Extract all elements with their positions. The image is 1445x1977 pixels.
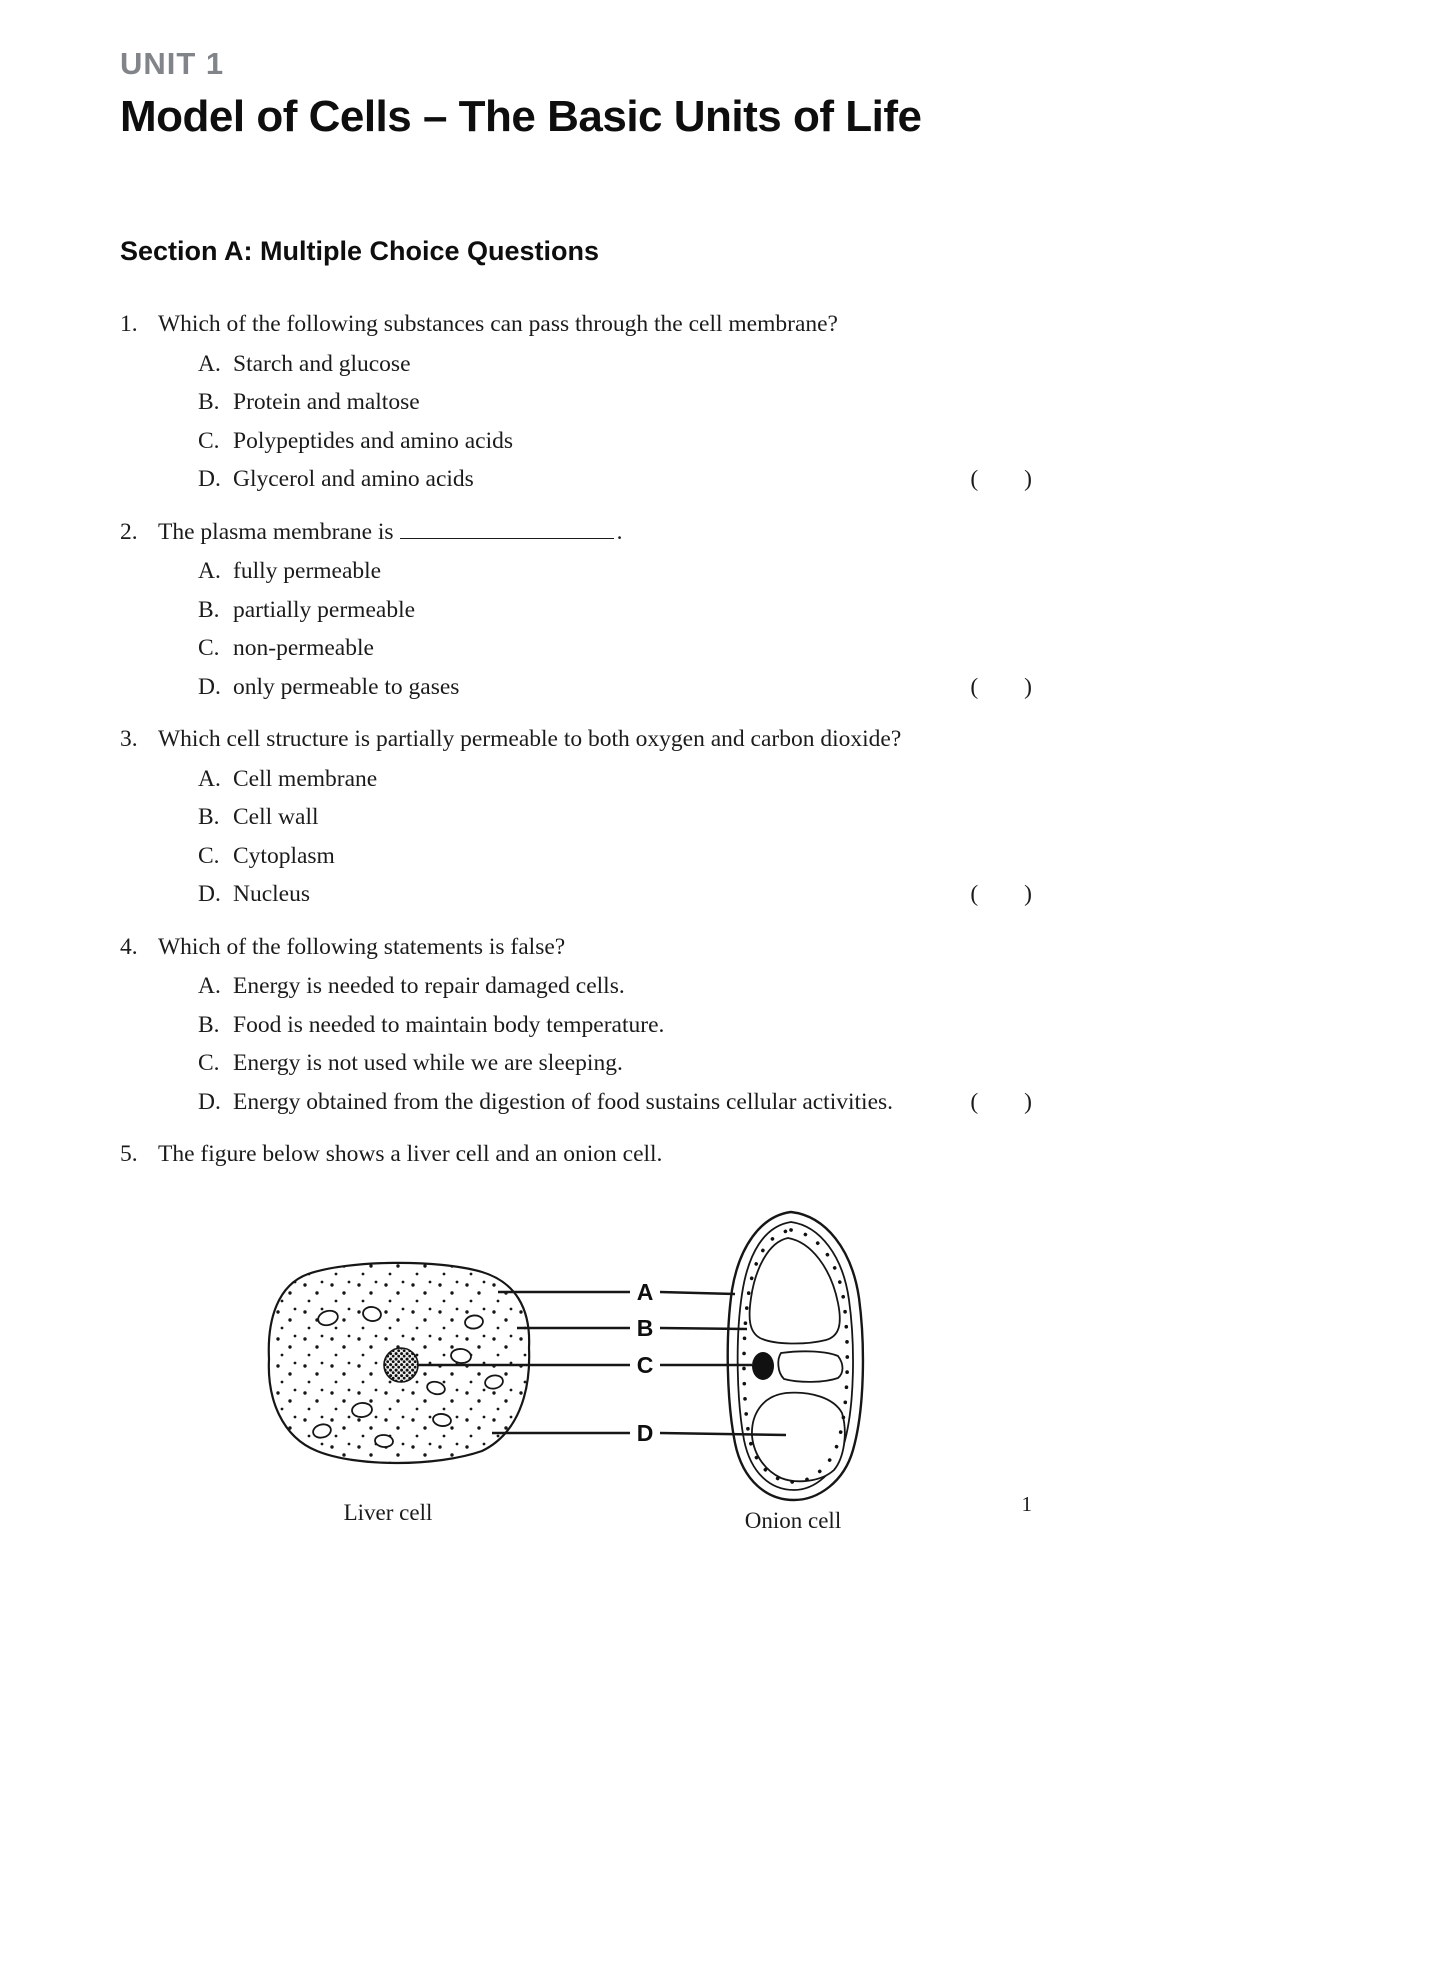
option-text: Polypeptides and amino acids <box>233 427 513 454</box>
option-text: Energy is not used while we are sleeping. <box>233 1050 623 1076</box>
question-4 <box>120 928 1032 1122</box>
option-letter: B. <box>198 804 220 830</box>
answer-slot[interactable]: ( ) <box>970 881 1032 907</box>
options <box>158 760 1032 914</box>
label-line-b-right <box>660 1328 747 1329</box>
page-content <box>120 46 1032 1544</box>
onion-nucleus <box>752 1352 774 1380</box>
option-b <box>158 1006 1032 1045</box>
options <box>158 552 1032 706</box>
option-letter: C. <box>198 635 220 661</box>
onion-cell-caption: Onion cell <box>744 1507 842 1533</box>
option-b <box>158 383 1032 422</box>
option-letter: C. <box>198 842 220 869</box>
question-text: Which cell structure is partially permeable to both oxygen and carbon dioxide? <box>158 726 902 752</box>
option-text: fully permeable <box>233 558 382 584</box>
answer-slot[interactable]: ( ) <box>970 673 1032 700</box>
option-a <box>158 967 1032 1006</box>
option-letter: D. <box>198 466 221 492</box>
option-c <box>158 629 1032 668</box>
question-5 <box>120 1135 1032 1174</box>
option-text: Protein and maltose <box>233 389 420 415</box>
option-c <box>158 1044 1032 1083</box>
options <box>158 345 1032 499</box>
option-text: Cell wall <box>233 804 319 830</box>
option-text: Food is needed to maintain body temperature. <box>233 1011 665 1038</box>
label-line-a-right <box>660 1292 735 1294</box>
answer-slot[interactable]: ( ) <box>970 466 1032 492</box>
option-b <box>158 591 1032 630</box>
option-d <box>158 668 1032 707</box>
option-letter: C. <box>198 1050 220 1076</box>
question-number: 2. <box>120 518 138 545</box>
option-letter: D. <box>198 881 221 907</box>
option-letter: B. <box>198 389 220 415</box>
figure-label-d: D <box>636 1419 654 1446</box>
option-text: only permeable to gases <box>233 673 460 700</box>
option-d <box>158 460 1032 499</box>
question-2 <box>120 513 1032 707</box>
option-letter: B. <box>198 596 220 623</box>
liver-nucleus <box>384 1348 418 1382</box>
page-title: Model of Cells – The Basic Units of Life <box>120 92 922 141</box>
option-letter: A. <box>198 558 221 584</box>
option-text: Starch and glucose <box>233 350 411 377</box>
option-a <box>158 552 1032 591</box>
option-c <box>158 837 1032 876</box>
onion-middle-compartment <box>778 1351 842 1382</box>
answer-slot[interactable]: ( ) <box>970 1088 1032 1115</box>
question-number: 5. <box>120 1141 138 1167</box>
option-text: Cytoplasm <box>233 842 335 869</box>
option-text: Energy is needed to repair damaged cells. <box>233 973 625 999</box>
option-d <box>158 875 1032 914</box>
option-letter: D. <box>198 1088 221 1115</box>
section-heading: Section A: Multiple Choice Questions <box>120 236 600 266</box>
option-c <box>158 422 1032 461</box>
question-number: 4. <box>120 933 138 960</box>
figure-label-c: C <box>636 1351 654 1378</box>
liver-cell <box>269 1262 529 1462</box>
question-text: Which of the following statements is false? <box>158 933 566 960</box>
option-a <box>158 760 1032 799</box>
options <box>158 967 1032 1121</box>
question-text: The plasma membrane is <box>158 518 394 545</box>
option-d <box>158 1083 1032 1122</box>
option-text: Energy obtained from the digestion of food sustains cellular activities. <box>233 1088 894 1115</box>
figure-label-a: A <box>636 1278 654 1305</box>
option-text: Cell membrane <box>233 765 378 792</box>
question-number: 3. <box>120 726 138 752</box>
question-text-after-blank: . <box>616 518 623 545</box>
option-b <box>158 798 1032 837</box>
option-text: Glycerol and amino acids <box>233 466 474 492</box>
question-list <box>120 305 1032 1174</box>
liver-cell-caption: Liver cell <box>343 1499 433 1525</box>
question-text: Which of the following substances can pass through the cell membrane? <box>158 311 838 337</box>
option-letter: C. <box>198 427 220 454</box>
question-text: The figure below shows a liver cell and an onion cell. <box>158 1141 663 1167</box>
question-number: 1. <box>120 311 138 337</box>
question-1 <box>120 305 1032 499</box>
option-letter: D. <box>198 673 221 700</box>
option-a <box>158 345 1032 384</box>
option-letter: A. <box>198 973 221 999</box>
option-letter: A. <box>198 765 221 792</box>
option-text: non-permeable <box>233 635 374 661</box>
answer-blank[interactable] <box>400 514 614 539</box>
question-3 <box>120 720 1032 914</box>
page-number: 1 <box>1021 1492 1032 1516</box>
option-letter: A. <box>198 350 221 377</box>
onion-cell <box>728 1212 863 1500</box>
figure-label-b: B <box>636 1314 654 1341</box>
unit-label: UNIT 1 <box>120 46 225 81</box>
option-text: Nucleus <box>233 881 311 907</box>
option-text: partially permeable <box>233 596 416 623</box>
option-letter: B. <box>198 1011 220 1038</box>
